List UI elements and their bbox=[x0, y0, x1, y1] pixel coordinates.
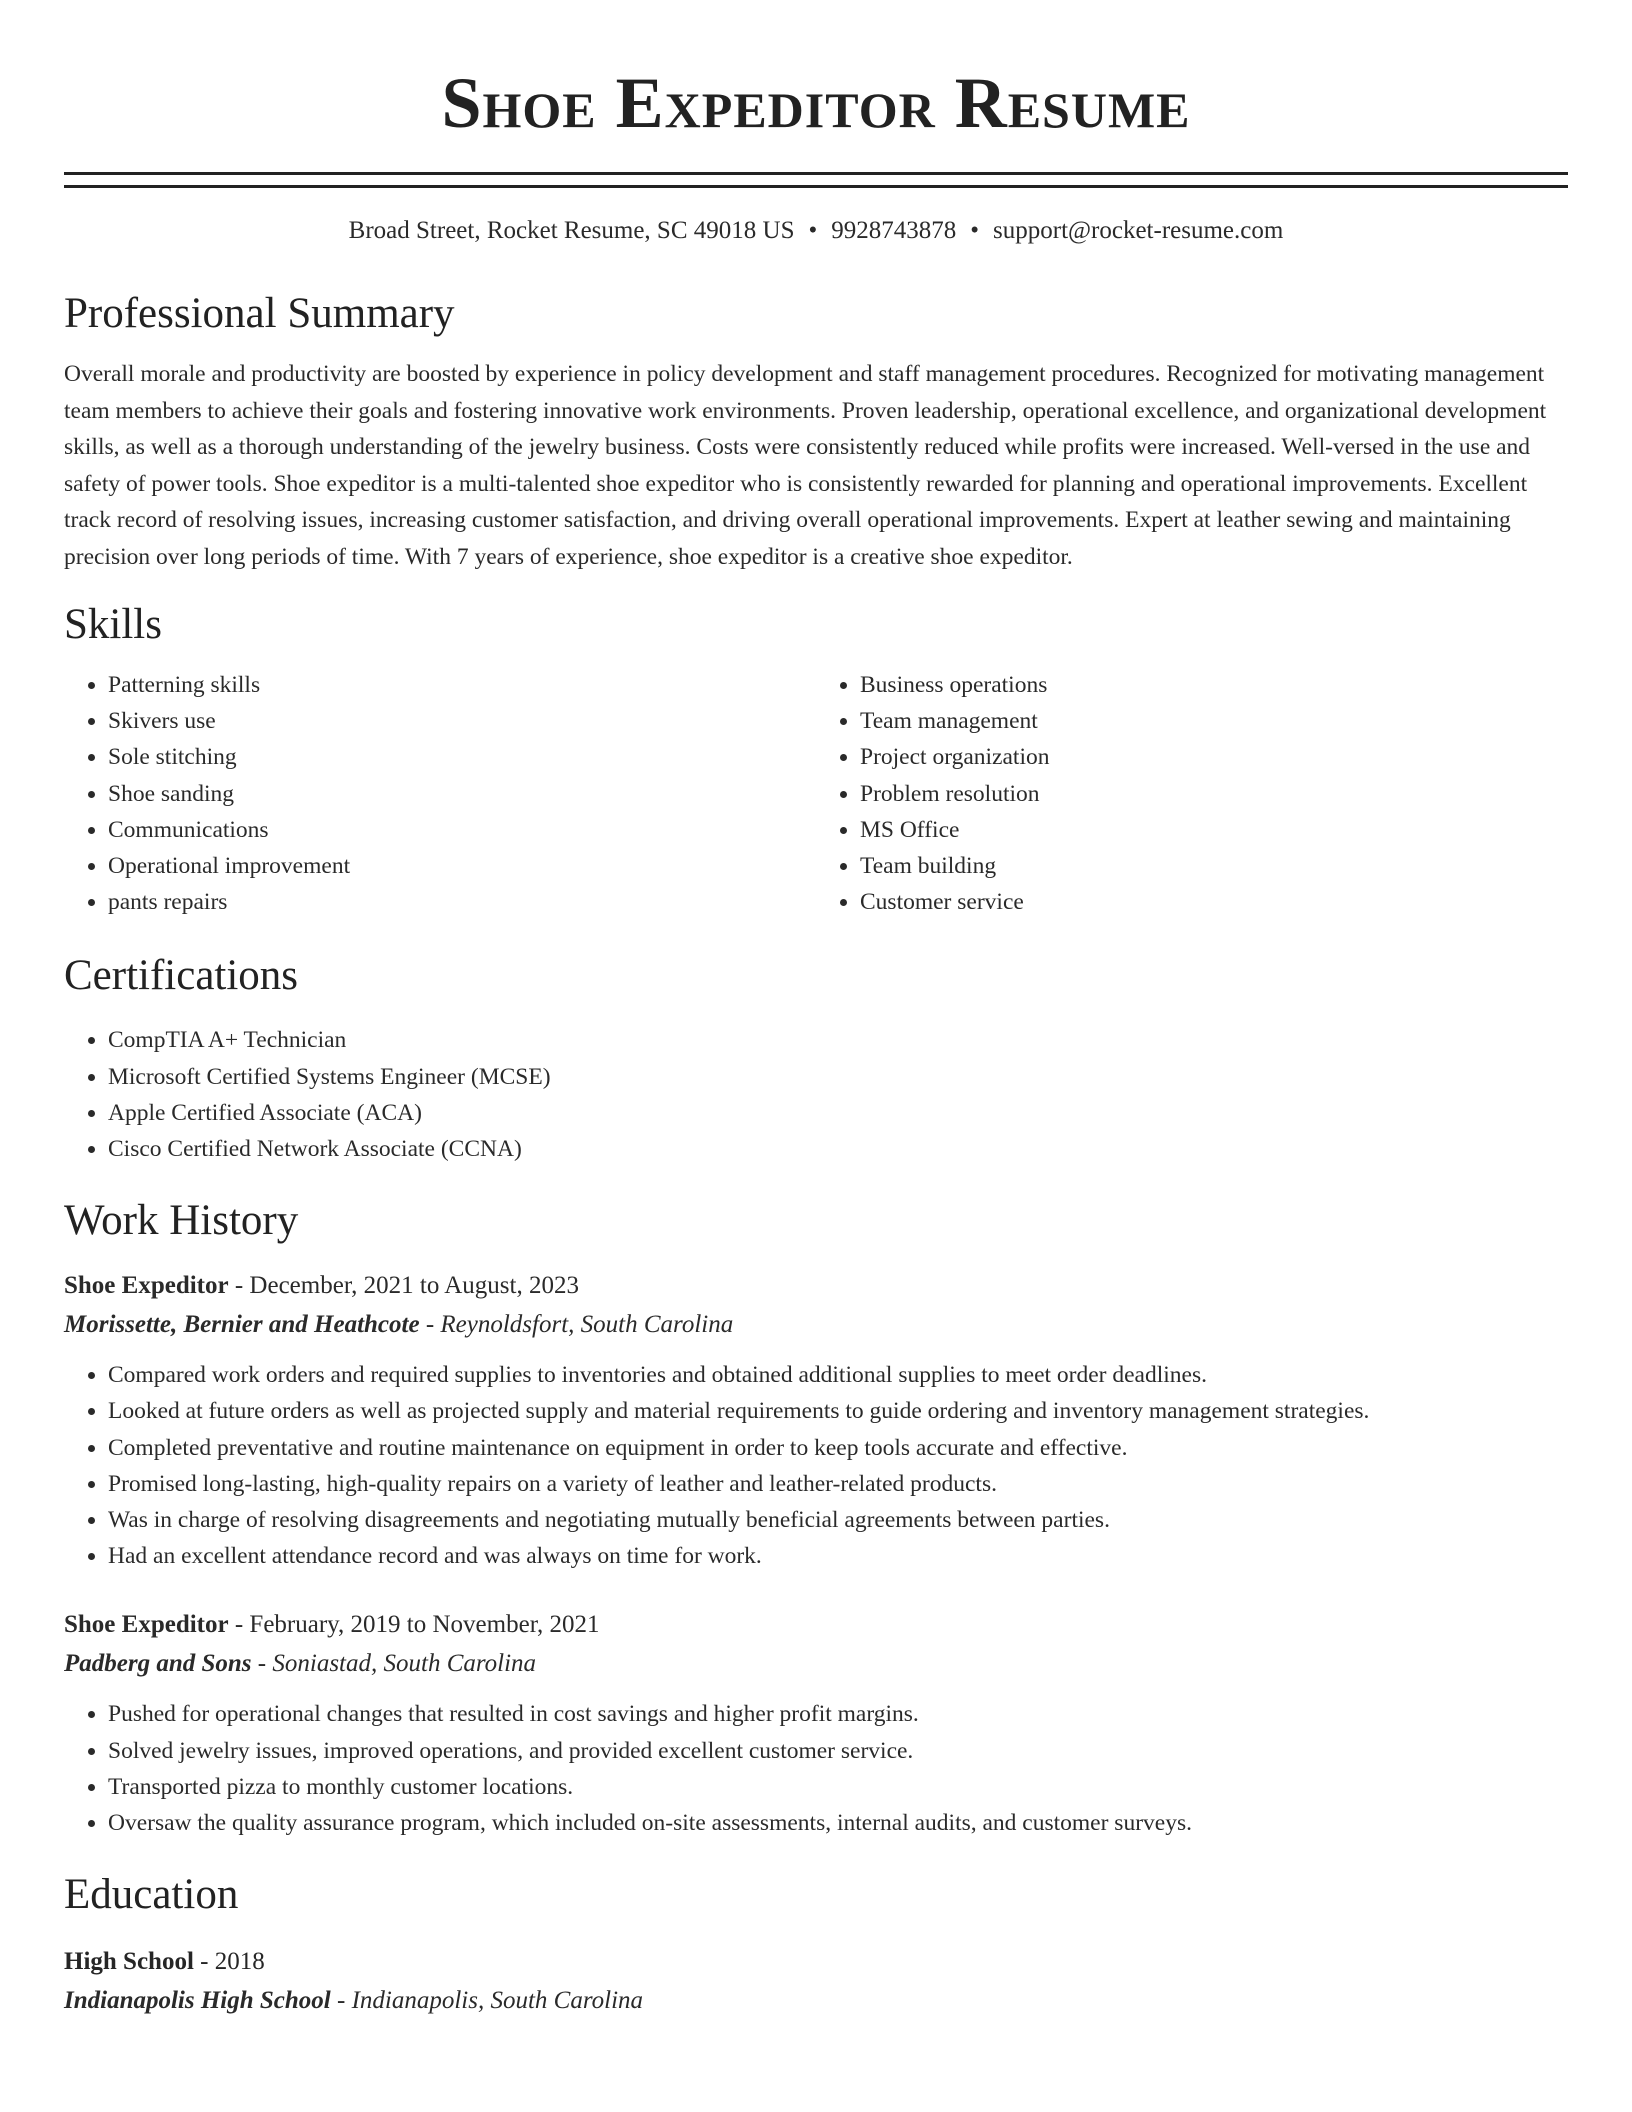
job-duty: • Had an excellent attendance record and was always on time for work. bbox=[108, 1538, 1568, 1574]
certification-item: • CompTIA A+ Technician bbox=[108, 1022, 1568, 1058]
contact-line bbox=[64, 214, 1568, 248]
job-duties-list bbox=[64, 1357, 1568, 1574]
work-history-heading: Work History bbox=[64, 1197, 299, 1245]
skill-item: • Sole stitching bbox=[108, 739, 816, 775]
job-company-line bbox=[64, 1644, 1568, 1684]
skills-columns bbox=[64, 667, 1568, 920]
skill-item: • Operational improvement bbox=[108, 848, 816, 884]
skill-item: • Communications bbox=[108, 812, 816, 848]
certification-item: • Microsoft Certified Systems Engineer (MCSE) bbox=[108, 1059, 1568, 1095]
job-duty: • Solved jewelry issues, improved operations, and provided excellent customer service. bbox=[108, 1733, 1568, 1769]
resume-title: Shoe Expeditor Resume bbox=[441, 63, 1191, 143]
skill-item: • Team building bbox=[860, 848, 1568, 884]
job-company: Padberg and Sons bbox=[64, 1650, 252, 1678]
job-dates: - December, 2021 to August, 2023 bbox=[228, 1272, 579, 1300]
skills-list-left bbox=[64, 667, 816, 920]
job-company: Morissette, Bernier and Heathcote bbox=[64, 1311, 420, 1339]
job-duties-list bbox=[64, 1696, 1568, 1841]
job-header bbox=[64, 1267, 1568, 1305]
education-degree: High School bbox=[64, 1948, 194, 1976]
job-location: - Soniastad, South Carolina bbox=[251, 1650, 537, 1678]
job-duty: • Transported pizza to monthly customer locations. bbox=[108, 1769, 1568, 1805]
education-school-line bbox=[64, 1981, 1568, 2021]
skills-heading: Skills bbox=[64, 601, 162, 648]
skill-item: • Customer service bbox=[860, 884, 1568, 920]
certifications-heading: Certifications bbox=[64, 952, 299, 1000]
job-role: Shoe Expeditor bbox=[64, 1272, 229, 1300]
education-school: Indianapolis High School bbox=[64, 1987, 331, 2015]
job-header bbox=[64, 1606, 1568, 1644]
certifications-list bbox=[64, 1022, 1568, 1167]
education-header bbox=[64, 1943, 1568, 1981]
job-duty: • Promised long-lasting, high-quality repairs on a variety of leather and leather-related products. bbox=[108, 1466, 1568, 1502]
skill-item: • Shoe sanding bbox=[108, 776, 816, 812]
certification-item: • Apple Certified Associate (ACA) bbox=[108, 1095, 1568, 1131]
skills-list-right bbox=[816, 667, 1568, 920]
skill-item: • Project organization bbox=[860, 739, 1568, 775]
certification-item: • Cisco Certified Network Associate (CCNA) bbox=[108, 1131, 1568, 1167]
job-company-line bbox=[64, 1305, 1568, 1345]
education-location: - Indianapolis, South Carolina bbox=[330, 1987, 644, 2015]
title-divider bbox=[64, 172, 1568, 188]
contact-email[interactable]: support@rocket-resume.com bbox=[993, 217, 1284, 244]
job-duty: • Oversaw the quality assurance program, which included on-site assessments, internal audits, and customer surveys. bbox=[108, 1805, 1568, 1841]
education-year: - 2018 bbox=[193, 1948, 265, 1976]
skill-item: • MS Office bbox=[860, 812, 1568, 848]
contact-address: Broad Street, Rocket Resume, SC 49018 US bbox=[348, 217, 795, 244]
job-role: Shoe Expeditor bbox=[64, 1611, 229, 1639]
job-duty: • Was in charge of resolving disagreements and negotiating mutually beneficial agreements between parties. bbox=[108, 1502, 1568, 1538]
education-heading: Education bbox=[64, 1871, 239, 1919]
contact-separator: • bbox=[808, 217, 818, 244]
job-duty: • Looked at future orders as well as projected supply and material requirements to guide ordering and inventory management strategies. bbox=[108, 1393, 1568, 1429]
job-location: - Reynoldsfort, South Carolina bbox=[419, 1311, 734, 1339]
job-duty: • Compared work orders and required supplies to inventories and obtained additional supplies to meet order deadlines. bbox=[108, 1357, 1568, 1393]
skill-item: • Patterning skills bbox=[108, 667, 816, 703]
summary-text: Overall morale and productivity are boosted by experience in policy development and staff management procedures. Recognized for motivating management team members to achieve their goals and fostering innovative work environments. Proven leadership, operational excellence, and organizational development skills, as well as a thorough understanding of the jewelry business. Costs were consistently reduced while profits were increased. Well-versed in the use and safety of power tools. Shoe expeditor is a multi-talented shoe expeditor who is consistently rewarded for planning and operational improvements. Excellent track record of resolving issues, increasing customer satisfaction, and driving overall operational improvements. Expert at leather sewing and maintaining precision over long periods of time. With 7 years of experience, shoe expeditor is a creative shoe expeditor. bbox=[64, 361, 1547, 570]
skill-item: • Team management bbox=[860, 703, 1568, 739]
summary-heading: Professional Summary bbox=[64, 290, 455, 337]
contact-phone: 9928743878 bbox=[831, 217, 957, 244]
skill-item: • pants repairs bbox=[108, 884, 816, 920]
job-entry bbox=[64, 1606, 1568, 1841]
job-duty: • Pushed for operational changes that resulted in cost savings and higher profit margins. bbox=[108, 1696, 1568, 1732]
skill-item: • Problem resolution bbox=[860, 776, 1568, 812]
skill-item: • Skivers use bbox=[108, 703, 816, 739]
skill-item: • Business operations bbox=[860, 667, 1568, 703]
job-dates: - February, 2019 to November, 2021 bbox=[228, 1611, 600, 1639]
job-entry bbox=[64, 1267, 1568, 1574]
contact-separator: • bbox=[970, 217, 980, 244]
job-duty: • Completed preventative and routine maintenance on equipment in order to keep tools accurate and effective. bbox=[108, 1430, 1568, 1466]
